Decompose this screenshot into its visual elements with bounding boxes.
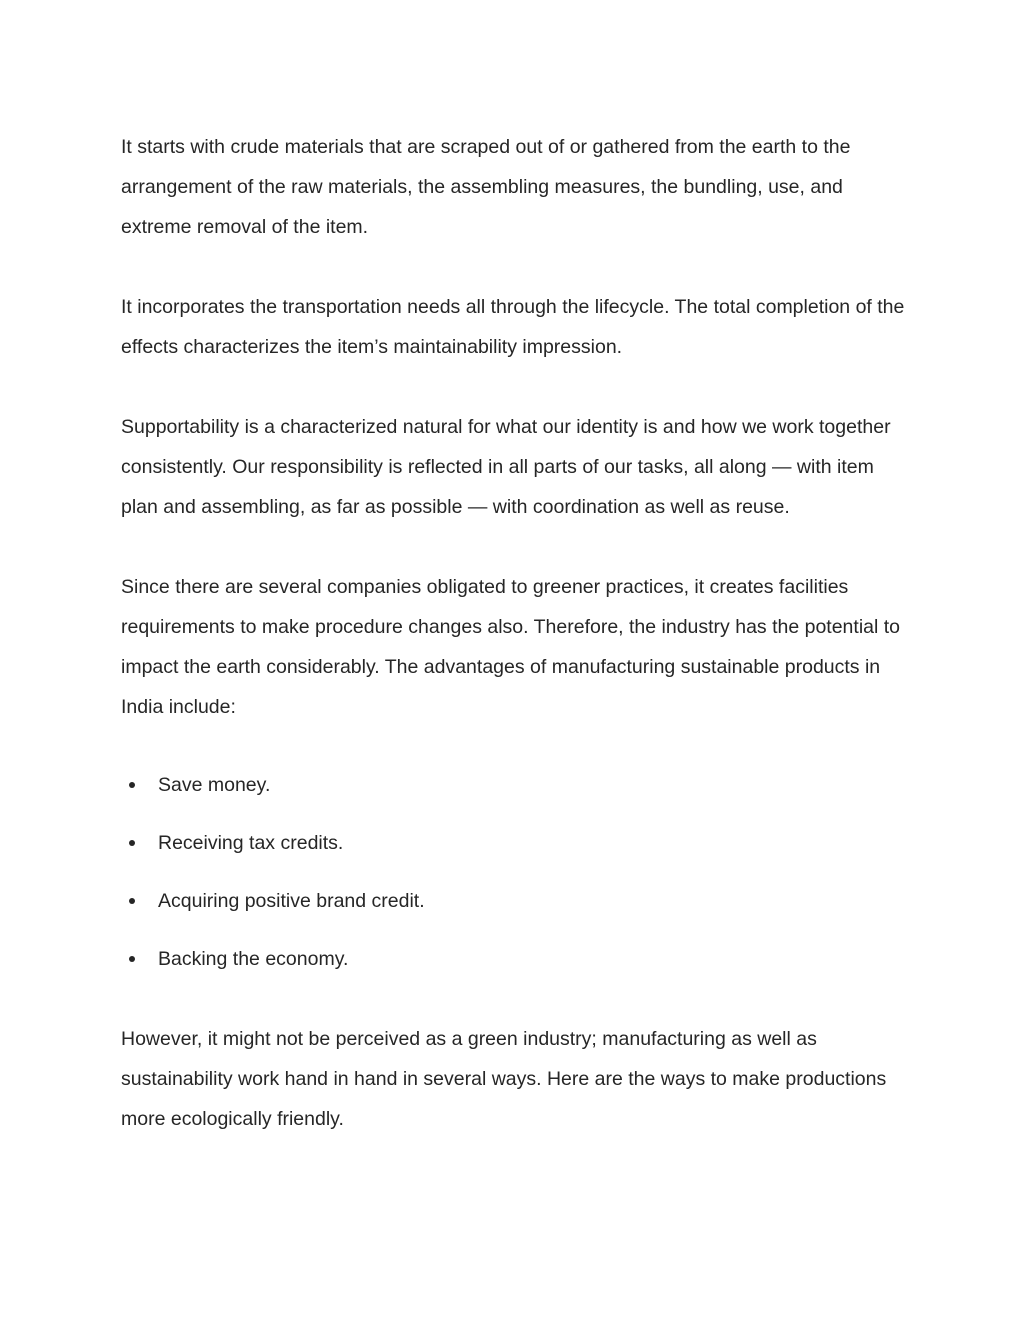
list-item-text: Backing the economy. (158, 948, 349, 970)
bullet-icon (129, 956, 135, 962)
advantages-list-wrapper (121, 765, 911, 979)
advantages-list (121, 765, 911, 979)
list-item (121, 881, 911, 921)
list-item (121, 939, 911, 979)
paragraph-transportation: It incorporates the transportation needs all through the lifecycle. The total completion of the effects characterizes the item’s maintainability impression. (121, 296, 905, 358)
paragraph-supportability: Supportability is a characterized natural for what our identity is and how we work together consistently. Our responsibility is reflected in all parts of our tasks, all along — with item plan and assembling, as far as possible — with coordination as well as reuse. (121, 416, 891, 518)
list-item-text: Receiving tax credits. (158, 832, 344, 854)
list-item-text: Acquiring positive brand credit. (158, 890, 425, 912)
paragraph-raw-materials: It starts with crude materials that are scraped out of or gathered from the earth to the arrangement of the raw materials, the assembling measures, the bundling, use, and extreme removal of the item. (121, 136, 851, 238)
bullet-icon (129, 782, 135, 788)
list-item (121, 823, 911, 863)
list-item (121, 765, 911, 805)
document-page (121, 127, 911, 1179)
paragraph-green-industry: However, it might not be perceived as a green industry; manufacturing as well as sustainability work hand in hand in several ways. Here are the ways to make productions more ecologically friendly. (121, 1028, 887, 1130)
list-item-text: Save money. (158, 774, 271, 796)
bullet-icon (129, 898, 135, 904)
bullet-icon (129, 840, 135, 846)
paragraph-greener-practices: Since there are several companies obligated to greener practices, it creates facilities requirements to make procedure changes also. Therefore, the industry has the potential to impact the earth considerably. The advantages of manufacturing sustainable products in India include: (121, 576, 901, 718)
